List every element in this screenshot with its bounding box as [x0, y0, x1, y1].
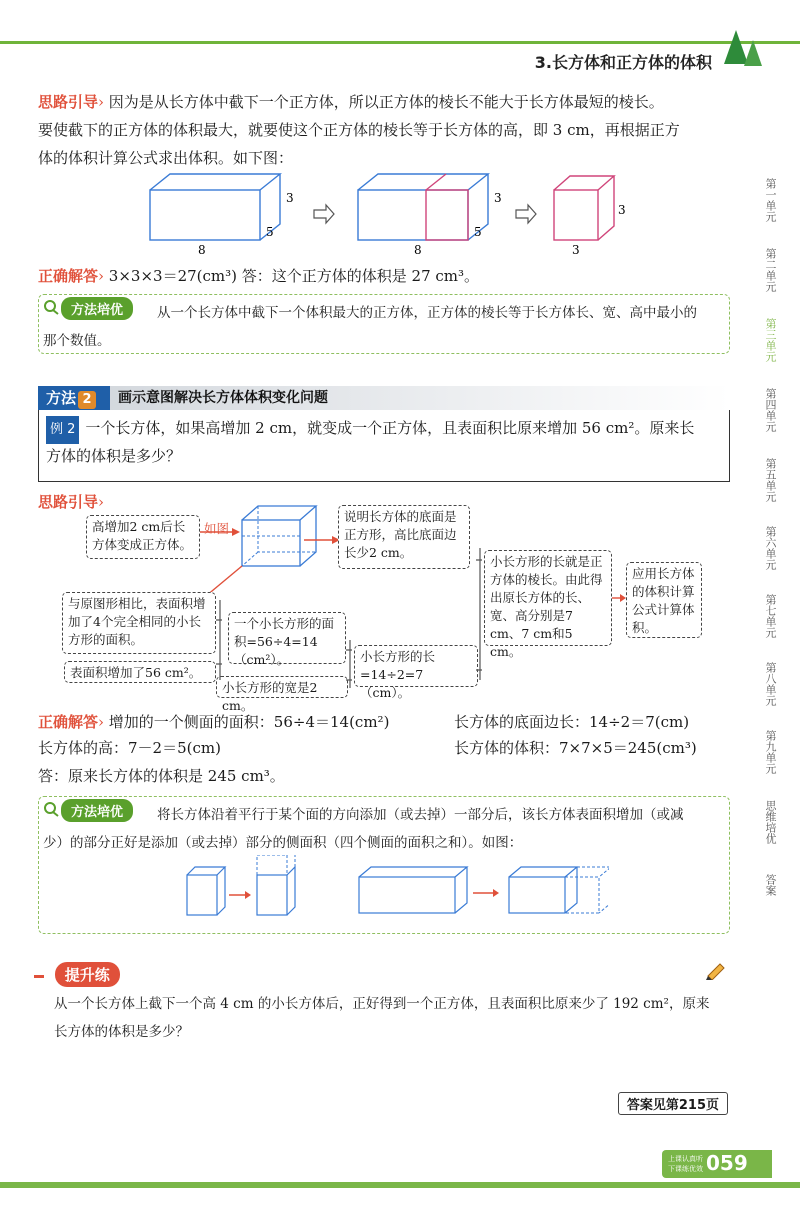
footer-band: [0, 1182, 800, 1188]
brand-text: [668, 1154, 703, 1174]
side-tab-answers[interactable]: 答案: [764, 874, 777, 896]
method-tip-text-2b: 少）的部分正好是添加（或去掉）部分的侧面积（四个侧面的面积之和）。如图：: [43, 835, 523, 851]
tree-small-icon: [744, 40, 762, 66]
flow-cube-figure: [200, 496, 350, 606]
example-tag: 例 2: [46, 416, 79, 444]
page-number: 059: [706, 1151, 748, 1175]
answer-line-1: 正确解答› 3×3×3＝27(cm³) 答：这个正方体的体积是 27 cm³。: [38, 267, 480, 285]
side-tab-unit6[interactable]: 第六单元: [764, 526, 777, 570]
cuboid-figure: [150, 174, 280, 240]
example-question-1: [46, 414, 726, 444]
solution-label: 正确解答: [38, 713, 99, 731]
flow-box-four-rectangles: 与原图形相比，表面积增加了4个完全相同的小长方形的面积。: [62, 592, 216, 654]
solution-line-1b: 长方体的底面边长：14÷2＝7(cm): [454, 713, 690, 731]
cuboid2-height-label: 3: [494, 191, 502, 205]
cube-figure: [554, 176, 614, 240]
practice-label: 提升练: [55, 962, 120, 987]
hint-line-1: 因为是从长方体中截下一个正方体，所以正方体的棱长不能大于长方体最短的棱长。: [108, 93, 664, 111]
arrow-right-icon-2: [516, 205, 536, 223]
flow-box-dimensions: 小长方形的长就是正方体的棱长。由此得出原长方体的长、宽、高分别是7 cm、7 cm和5 cm。: [484, 550, 612, 646]
cube-side-label: 3: [572, 243, 580, 257]
as-figure-label: 如图: [204, 521, 230, 536]
brand-line-1: 上课认真听: [668, 1155, 703, 1163]
method-tip-box-1: [38, 294, 730, 354]
flow-hint: 思路引导›: [38, 493, 105, 511]
cuboid-length-label: 8: [198, 243, 206, 257]
side-tab-unit9[interactable]: 第九单元: [764, 730, 777, 774]
hint-line-2: 要使截下的正方体的体积最大，就要使这个正方体的棱长等于长方体的高，即 3 cm，再根据正方: [38, 121, 680, 139]
method-label: [38, 386, 110, 410]
practice-header: [34, 962, 120, 987]
method-number: 2: [78, 391, 96, 409]
side-tab-unit1[interactable]: 第一单元: [764, 178, 777, 222]
method-tip-text-1a: 从一个长方体中截下一个体积最大的正方体，正方体的棱长等于长方体长、宽、高中最小的: [157, 305, 697, 321]
hint-line-3: 体的体积计算公式求出体积。如下图：: [38, 149, 294, 167]
flow-box-height-increase: 高增加2 cm后长方体变成正方体。: [86, 515, 200, 559]
solution-line-3: 答：原来长方体的体积是 245 cm³。: [38, 767, 285, 785]
method-tip-text-1b: 那个数值。: [43, 333, 111, 349]
side-tab-unit5[interactable]: 第五单元: [764, 458, 777, 502]
method-tip-label-1: 方法培优: [61, 297, 133, 320]
flow-box-rect-area: 一个小长方形的面积=56÷4=14（cm²）。: [228, 612, 346, 664]
brand-line-2: 下课练优效: [668, 1165, 703, 1173]
question-line-1: 一个长方体，如果高增加 2 cm，就变成一个正方体，且表面积比原来增加 56 cm²。原来长: [85, 419, 695, 437]
solution-line-2b: 长方体的体积：7×7×5＝245(cm³): [454, 739, 697, 757]
method-tip-box-2: [38, 796, 730, 934]
method-tip-label-2: 方法培优: [61, 799, 133, 822]
flow-box-square-base: 说明长方体的底面是正方形，高比底面边长少2 cm。: [338, 505, 470, 569]
header-rule: [0, 41, 800, 44]
answer-reference[interactable]: 答案见第215页: [618, 1092, 728, 1115]
cuboid2-length-label: 8: [414, 243, 422, 257]
practice-line-1: 从一个长方体上截下一个高 4 cm 的小长方体后，正好得到一个正方体，且表面积比原来少了 192 cm²，原来: [54, 996, 710, 1012]
side-tab-unit2[interactable]: 第二单元: [764, 248, 777, 292]
question-line-2: 方体的体积是多少？: [46, 447, 182, 465]
cube-height-label: 3: [618, 203, 626, 217]
magnifier-icon-2: [43, 801, 59, 821]
flow-box-rect-width: 小长方形的宽是2 cm。: [216, 676, 348, 698]
cuboid2-width-label: 5: [474, 225, 482, 239]
hint-label: 思路引导: [38, 93, 99, 111]
flow-hint-label: 思路引导: [38, 493, 99, 511]
flow-box-area-increase: 表面积增加了56 cm²。: [64, 661, 216, 683]
flow-box-rect-length: 小长方形的长=14÷2=7（cm）。: [354, 645, 478, 687]
add-remove-figure: [179, 855, 609, 925]
side-tab-unit8[interactable]: 第八单元: [764, 662, 777, 706]
answer-label: 正确解答: [38, 267, 99, 285]
solution-line-2a: 长方体的高：7－2＝5(cm): [38, 739, 221, 757]
practice-line-2: 长方体的体积是多少？: [54, 1024, 189, 1040]
chapter-title: 3.长方体和正方体的体积: [534, 53, 712, 72]
hint-paragraph-1: 思路引导› 因为是从长方体中截下一个正方体，所以正方体的棱长不能大于长方体最短的棱长。: [38, 93, 664, 111]
cut-cube-figure: [140, 168, 640, 258]
cuboid-width-label: 5: [266, 225, 274, 239]
method-tip-text-2a: 将长方体沿着平行于某个面的方向添加（或去掉）一部分后，该长方体表面积增加（或减: [157, 807, 684, 823]
solution-line-1: 正确解答› 增加的一个侧面的面积：56÷4＝14(cm²): [38, 713, 390, 731]
method-title: 画示意图解决长方体体积变化问题: [118, 390, 328, 406]
flow-box-apply-formula: 应用长方体的体积计算公式计算体积。: [626, 562, 702, 638]
cuboid-with-cube-figure: [358, 174, 488, 240]
page-number-badge: [662, 1150, 772, 1178]
answer-text: 3×3×3＝27(cm³) 答：这个正方体的体积是 27 cm³。: [108, 267, 480, 285]
method-word: 方法: [46, 389, 77, 407]
side-tab-unit4[interactable]: 第四单元: [764, 388, 777, 432]
side-tab-thinking[interactable]: 思维培优: [764, 800, 777, 844]
magnifier-icon: [43, 299, 59, 319]
arrow-right-icon-1: [314, 205, 334, 223]
pencil-icon: [704, 958, 726, 984]
side-tab-unit3[interactable]: 第三单元: [764, 318, 777, 362]
solution-line-1a: 增加的一个侧面的面积：56÷4＝14(cm²): [108, 713, 390, 731]
side-tab-unit7[interactable]: 第七单元: [764, 594, 777, 638]
cuboid-height-label: 3: [286, 191, 294, 205]
